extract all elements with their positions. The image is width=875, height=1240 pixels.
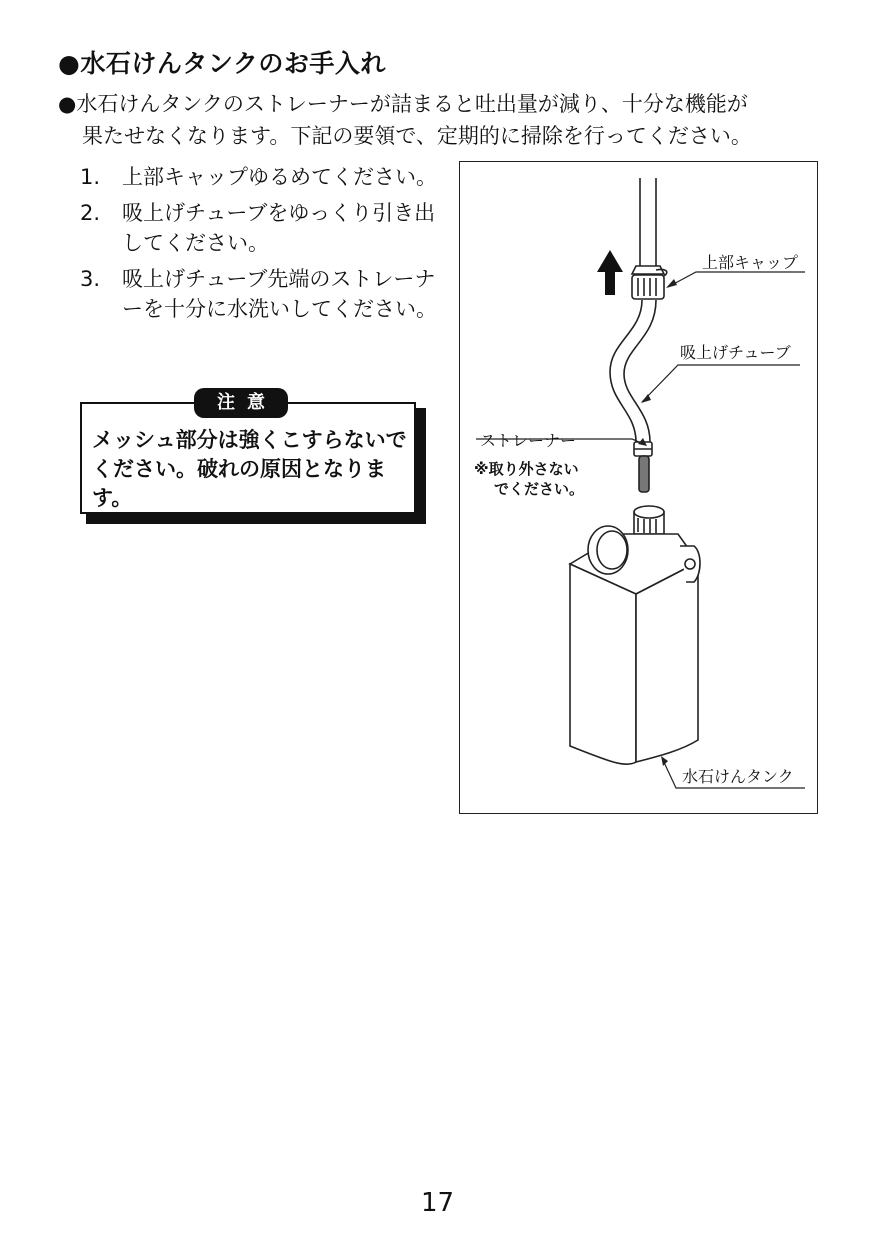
step-2 <box>80 198 440 258</box>
intro-paragraph <box>58 88 848 152</box>
section-title: ●水石けんタンクのお手入れ <box>58 49 386 78</box>
upper-tube <box>640 178 656 266</box>
caution-label: 注意 <box>194 388 288 418</box>
label-strainer: ストレーナー <box>480 431 577 450</box>
caution-box <box>80 392 426 526</box>
label-soap-tank: 水石けんタンク <box>682 767 794 786</box>
note-line-1: ※取り外さない <box>474 460 579 478</box>
intro-line-2: 果たせなくなります。下記の要領で、定期的に掃除を行ってください。 <box>82 124 752 148</box>
tank-illustration <box>459 161 818 814</box>
page-number: 17 <box>420 1188 455 1218</box>
step-number: 3. <box>80 267 101 291</box>
intro-line-1: ●水石けんタンクのストレーナーが詰まると吐出量が減り、十分な機能が <box>58 92 748 116</box>
steps-list <box>80 162 440 330</box>
suction-tube <box>610 300 656 442</box>
strainer <box>639 456 649 492</box>
step-number: 1. <box>80 165 101 189</box>
upper-cap <box>632 266 667 299</box>
up-arrow-icon <box>597 250 623 295</box>
step-1 <box>80 162 440 192</box>
note-line-2: でください。 <box>494 480 585 498</box>
soap-tank <box>570 506 700 764</box>
step-3 <box>80 264 440 324</box>
caution-frame <box>80 392 416 514</box>
step-text: 吸上げチューブをゆっくり引き出してください。 <box>122 201 436 255</box>
step-text: 吸上げチューブ先端のストレーナーを十分に水洗いしてください。 <box>122 267 437 321</box>
step-text: 上部キャップゆるめてください。 <box>122 165 437 189</box>
step-number: 2. <box>80 201 101 225</box>
caution-text: メッシュ部分は強くこすらないでください。破れの原因となります。 <box>92 428 407 510</box>
label-upper-cap: 上部キャップ <box>702 253 799 272</box>
label-suction-tube: 吸上げチューブ <box>680 343 791 362</box>
